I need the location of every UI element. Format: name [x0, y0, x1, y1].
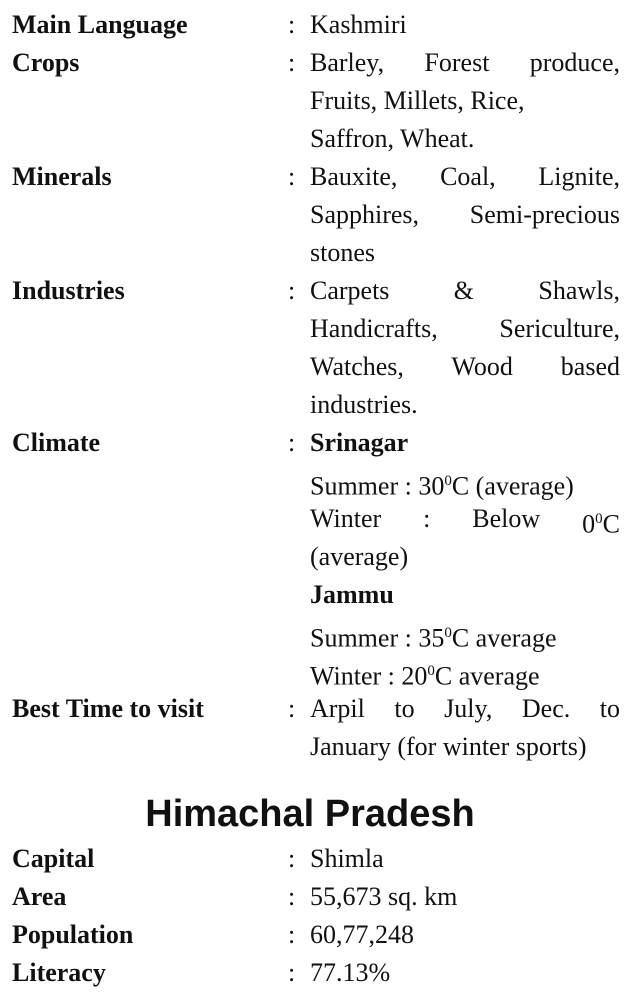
jammu-summer-temp: Summer : 35 — [310, 623, 445, 653]
literacy-text: 77.13% — [310, 958, 391, 987]
degree-mark: 0 — [595, 511, 603, 527]
colon: : — [288, 958, 296, 987]
climate-label: Climate — [12, 428, 101, 457]
minerals-value — [310, 158, 620, 272]
industries-line: Handicrafts, Sericulture, — [310, 314, 620, 343]
best-time-line: January (for winter sports) — [310, 732, 587, 761]
degree-mark: 0 — [444, 473, 452, 489]
jammu-summer — [310, 614, 620, 652]
colon: : — [288, 10, 296, 39]
winter-zero: $0^0C$ — [582, 509, 620, 539]
srinagar-winter — [310, 500, 620, 538]
area-text: 55,673 sq. km — [310, 882, 458, 911]
industries-line: industries. — [310, 390, 418, 419]
climate-value — [310, 424, 620, 690]
colon: : — [288, 920, 296, 949]
industries-line: Carpets & Shawls, — [310, 276, 620, 305]
winter-below: Below — [472, 504, 541, 533]
population-label: Population — [12, 920, 134, 949]
area-value — [310, 878, 620, 916]
main-language-label: Main Language — [12, 10, 188, 39]
jammu-winter-unit: C average — [434, 661, 540, 691]
colon: : — [288, 162, 296, 191]
colon: : — [288, 428, 296, 457]
area-label: Area — [12, 882, 67, 911]
minerals-line: stones — [310, 238, 375, 267]
capital-text: Shimla — [310, 844, 384, 873]
srinagar-summer-unit: C (average) — [451, 471, 574, 501]
srinagar-winter-unit: C — [602, 509, 620, 539]
main-language-text: Kashmiri — [310, 10, 407, 39]
industries-value — [310, 272, 620, 424]
literacy-label: Literacy — [12, 958, 106, 987]
best-time-line: Arpil to July, Dec. to — [310, 694, 620, 723]
capital-label: Capital — [12, 844, 95, 873]
jammu-winter-temp: Winter : 20 — [310, 661, 428, 691]
jammu-summer-unit: C average — [451, 623, 557, 653]
main-language-value — [310, 6, 620, 44]
section-heading-himachal: Himachal Pradesh — [145, 793, 475, 835]
population-value — [310, 916, 620, 954]
best-time-label: Best Time to visit — [12, 694, 204, 723]
literacy-value — [310, 954, 620, 992]
srinagar-heading: Srinagar — [310, 428, 409, 457]
jammu-heading: Jammu — [310, 580, 394, 609]
crops-line: Barley, Forest produce, — [310, 48, 620, 77]
colon: : — [288, 882, 296, 911]
colon: : — [288, 276, 296, 305]
srinagar-winter-note: (average) — [310, 542, 409, 571]
crops-line: Fruits, Millets, Rice, — [310, 86, 525, 115]
minerals-line: Sapphires, Semi-precious — [310, 200, 620, 229]
winter-word: Winter — [310, 504, 382, 533]
jammu-winter — [310, 652, 620, 690]
colon: : — [288, 844, 296, 873]
crops-value — [310, 44, 620, 158]
colon: : — [288, 48, 296, 77]
winter-sep: : — [423, 504, 431, 533]
degree-mark: 0 — [427, 663, 435, 679]
srinagar-summer-temp: Summer : 30 — [310, 471, 445, 501]
crops-label: Crops — [12, 48, 80, 77]
minerals-line: Bauxite, Coal, Lignite, — [310, 162, 620, 191]
capital-value — [310, 840, 620, 878]
population-text: 60,77,248 — [310, 920, 414, 949]
crops-line: Saffron, Wheat. — [310, 124, 475, 153]
degree-mark: 0 — [444, 625, 452, 641]
srinagar-summer — [310, 462, 620, 500]
srinagar-winter-text — [310, 500, 620, 538]
industries-label: Industries — [12, 276, 125, 305]
best-time-value — [310, 690, 620, 766]
industries-line: Watches, Wood based — [310, 352, 620, 381]
colon: : — [288, 694, 296, 723]
minerals-label: Minerals — [12, 162, 112, 191]
